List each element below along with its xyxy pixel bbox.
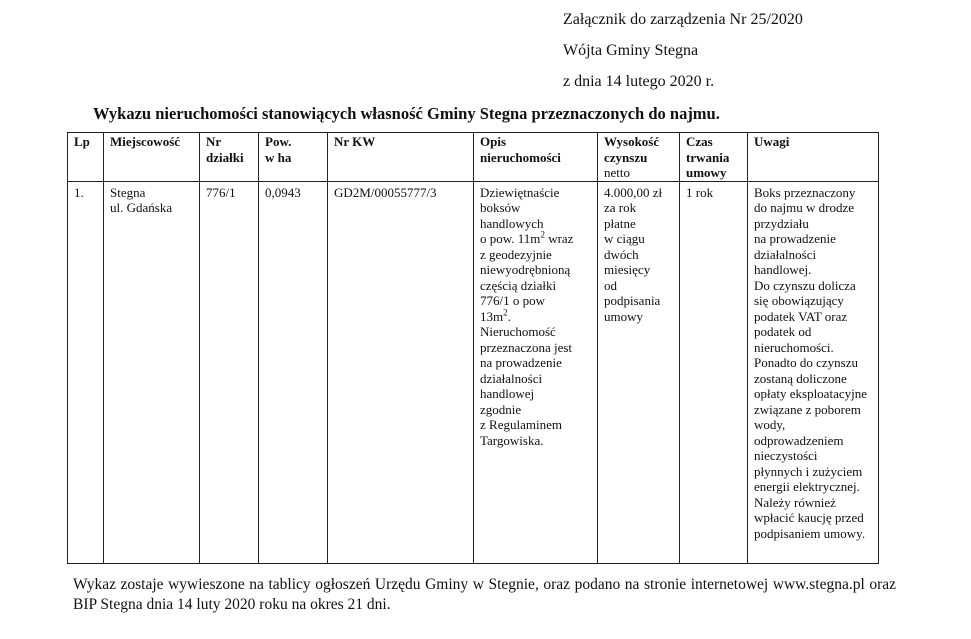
cell-lp: 1.	[68, 181, 104, 563]
table-header-row	[68, 133, 879, 182]
header-uwagi: Uwagi	[748, 133, 879, 182]
table-row	[68, 181, 879, 563]
header-wysokosc-czynszu: Wysokość czynszu netto	[598, 133, 680, 182]
document-title: Wykazu nieruchomości stanowiących własność Gminy Stegna przeznaczonych do najmu.	[93, 104, 720, 123]
header-opis: Opis nieruchomości	[474, 133, 598, 182]
cell-pow: 0,0943	[259, 181, 328, 563]
header-miejscowosc: Miejscowość	[104, 133, 200, 182]
cell-miejscowosc: Stegna ul. Gdańska	[104, 181, 200, 563]
header-lp: Lp	[68, 133, 104, 182]
header-pow: Pow. w ha	[259, 133, 328, 182]
cell-opis: Dziewiętnaście boksów handlowych o pow. $11m^2$ wraz z geodezyjnie niewyodrębnioną częścią działki 776/1 o pow $13m^2$. Nieruchomość przeznaczona jest na prowadzenie działalności handlowej zgodnie z Regulaminem Targowiska.	[474, 181, 598, 563]
cell-nr-dzialki: 776/1	[200, 181, 259, 563]
property-table	[67, 132, 879, 564]
cell-uwagi: Boks przeznaczony do najmu w drodze przydziału na prowadzenie działalności handlowej. Do czynszu dolicza się obowiązujący podatek VAT oraz podatek od nieruchomości. Ponadto do czynszu zostaną doliczone opłaty eksploatacyjne związane z poborem wody, odprowadzeniem nieczystości płynnych i zużyciem energii elektrycznej. Należy również wpłacić kaucję przed podpisaniem umowy.	[748, 181, 879, 563]
cell-nr-kw: GD2M/00055777/3	[328, 181, 474, 563]
footer-notice: Wykaz zostaje wywieszone na tablicy ogłoszeń Urzędu Gminy w Stegnie, oraz podano na stronie internetowej www.stegna.pl oraz BIP Stegna dnia 14 luty 2020 roku na okres 21 dni.	[73, 576, 896, 613]
cell-czynsz: 4.000,00 zł za rok płatne w ciągu dwóch miesięcy od podpisania umowy	[598, 181, 680, 563]
header-authority-line: Wójta Gminy Stegna	[563, 42, 699, 59]
header-annex-line: Załącznik do zarządzenia Nr 25/2020	[563, 11, 803, 28]
header-nr-kw: Nr KW	[328, 133, 474, 182]
header-date-line: z dnia 14 lutego 2020 r.	[563, 73, 715, 90]
header-nr-dzialki: Nr działki	[200, 133, 259, 182]
header-czas-trwania: Czas trwania umowy	[680, 133, 748, 182]
document-header	[563, 4, 803, 97]
cell-czas: 1 rok	[680, 181, 748, 563]
